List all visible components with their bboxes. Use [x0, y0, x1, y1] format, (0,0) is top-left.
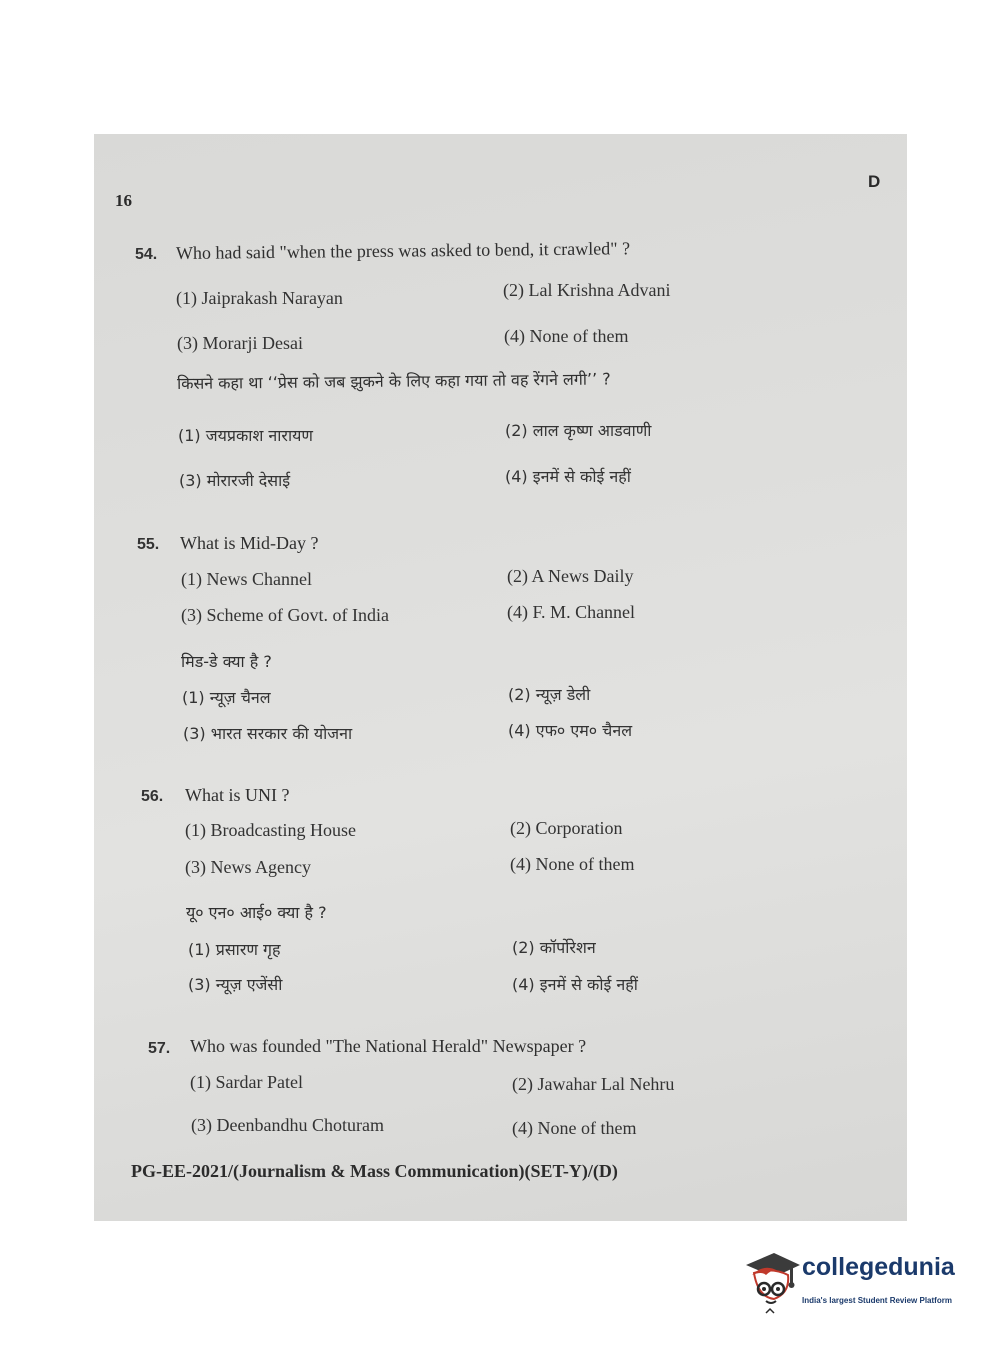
question-text-hindi: मिड-डे क्या है ? — [181, 652, 272, 671]
option-1-hindi: (1) न्यूज़ चैनल — [182, 688, 271, 707]
option-3-hindi: (3) मोरारजी देसाई — [179, 471, 291, 490]
question-text: Who was founded "The National Herald" Newspaper ? — [190, 1036, 587, 1056]
option-3: (3) News Agency — [185, 857, 311, 877]
option-3: (3) Scheme of Govt. of India — [181, 605, 389, 625]
option-1: (1) Jaiprakash Narayan — [176, 288, 343, 308]
set-letter: D — [868, 172, 881, 191]
question-text-hindi: किसने कहा था ‘‘प्रेस को जब झुकने के लिए कहा गया तो वह रेंगने लगी’’ ? — [176, 369, 611, 393]
option-1: (1) Sardar Patel — [190, 1072, 303, 1092]
question-number: 54. — [135, 246, 158, 263]
option-4-hindi: (4) एफ० एम० चैनल — [508, 721, 633, 740]
option-2: (2) Jawahar Lal Nehru — [512, 1074, 675, 1094]
option-2-hindi: (2) न्यूज़ डेली — [508, 685, 591, 704]
option-1: (1) News Channel — [181, 569, 312, 589]
question-number: 55. — [137, 536, 160, 553]
option-3-hindi: (3) भारत सरकार की योजना — [183, 724, 353, 743]
option-4: (4) None of them — [504, 326, 629, 346]
option-3-hindi: (3) न्यूज़ एजेंसी — [188, 975, 283, 994]
option-4: (4) None of them — [510, 854, 635, 874]
option-2-hindi: (2) लाल कृष्ण आडवाणी — [505, 421, 652, 440]
option-2-hindi: (2) कॉर्पोरेशन — [512, 938, 596, 957]
option-3: (3) Deenbandhu Choturam — [191, 1115, 384, 1135]
question-text: Who had said "when the press was asked to bend, it crawled" ? — [175, 238, 631, 263]
question-number: 57. — [148, 1040, 171, 1057]
option-4: (4) F. M. Channel — [507, 602, 636, 622]
option-1-hindi: (1) जयप्रकाश नारायण — [178, 426, 313, 445]
collegedunia-logo[interactable] — [744, 1249, 974, 1319]
logo-tagline: India's largest Student Review Platform — [802, 1296, 952, 1305]
exam-code-footer: PG-EE-2021/(Journalism & Mass Communication)(SET-Y)/(D) — [131, 1161, 618, 1181]
option-1: (1) Broadcasting House — [185, 820, 356, 840]
question-text: What is Mid-Day ? — [180, 533, 319, 553]
page-number: 16 — [115, 191, 132, 210]
option-3: (3) Morarji Desai — [177, 333, 303, 353]
option-1-hindi: (1) प्रसारण गृह — [188, 940, 281, 959]
option-4: (4) None of them — [512, 1118, 637, 1138]
option-4-hindi: (4) इनमें से कोई नहीं — [505, 467, 631, 486]
option-4-hindi: (4) इनमें से कोई नहीं — [512, 975, 638, 994]
question-number: 56. — [141, 788, 164, 805]
question-text-hindi: यू० एन० आई० क्या है ? — [186, 903, 327, 922]
option-2: (2) Corporation — [510, 818, 623, 838]
option-2: (2) A News Daily — [507, 566, 634, 586]
option-2: (2) Lal Krishna Advani — [503, 280, 671, 300]
student-mascot-icon — [744, 1249, 800, 1315]
logo-wordmark: collegedunia — [802, 1253, 955, 1281]
question-text: What is UNI ? — [185, 785, 290, 805]
